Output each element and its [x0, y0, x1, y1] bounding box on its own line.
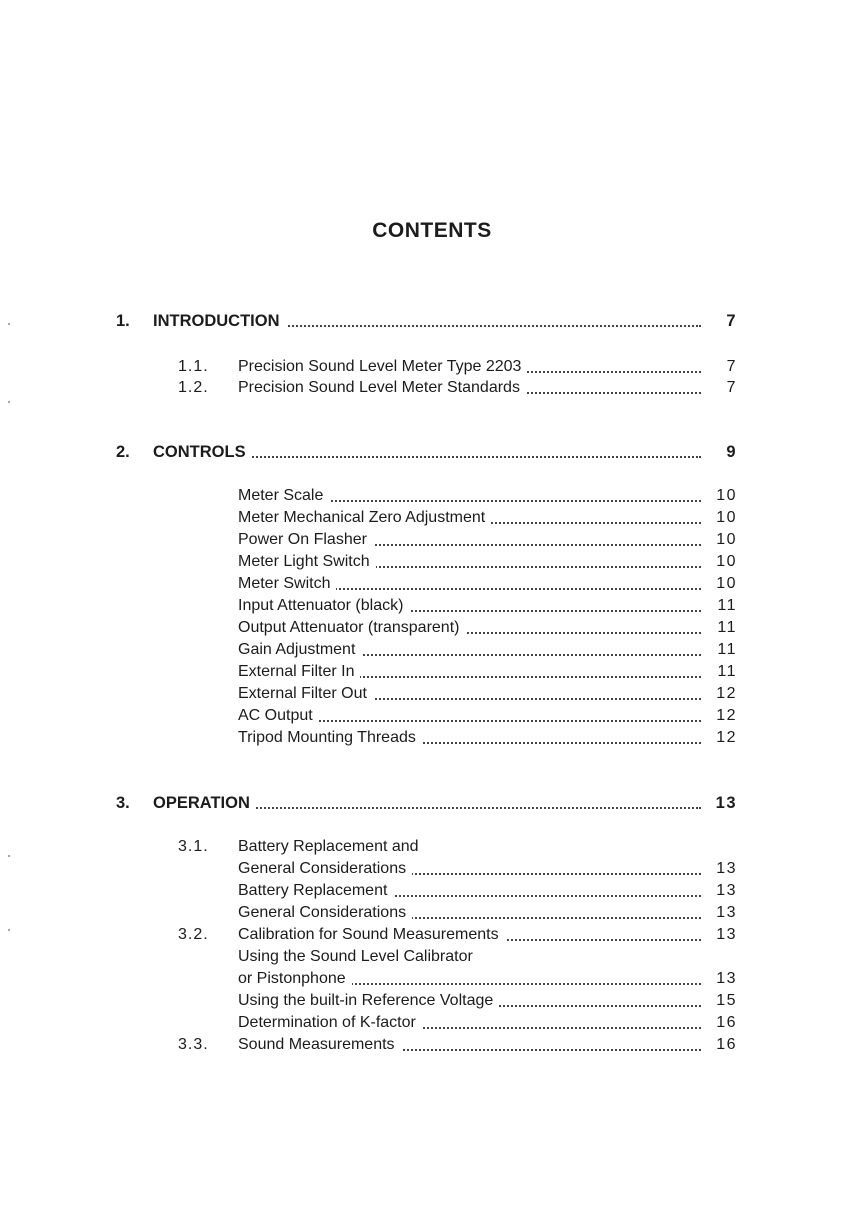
toc-entry-input-attenuator[interactable] — [238, 595, 737, 617]
page-number: 10 — [716, 509, 737, 526]
toc-entry-external-filter-in[interactable] — [238, 661, 737, 683]
page-number: 10 — [716, 553, 737, 570]
scan-speck — [8, 401, 10, 403]
toc-entry-3-3[interactable] — [178, 1034, 737, 1056]
page-number: 7 — [726, 379, 737, 396]
page-number: 13 — [716, 860, 737, 877]
entry-label: Precision Sound Level Meter Standards — [238, 379, 526, 396]
entry-label: Meter Mechanical Zero Adjustment — [238, 509, 491, 526]
entry-label: General Considerations — [238, 904, 412, 921]
entry-label: External Filter Out — [238, 685, 373, 702]
entry-number: 1.2. — [178, 379, 209, 396]
toc-entry-1-1[interactable] — [178, 356, 737, 378]
section-number: 3. — [116, 794, 130, 812]
toc-entry-meter-mechanical-zero[interactable] — [238, 507, 737, 529]
page-number: 9 — [726, 443, 737, 461]
toc-entry-k-factor[interactable] — [238, 1012, 737, 1034]
toc-section-operation[interactable] — [116, 792, 737, 814]
entry-label: Battery Replacement — [238, 882, 393, 899]
toc-entry-general-considerations[interactable] — [238, 902, 737, 924]
page-number: 13 — [716, 926, 737, 943]
page-number: 13 — [715, 794, 737, 812]
toc-entry-3-2[interactable] — [178, 924, 737, 946]
toc-entry-reference-voltage[interactable] — [238, 990, 737, 1012]
page-number: 10 — [716, 575, 737, 592]
page-number: 12 — [716, 729, 737, 746]
toc-section-controls[interactable] — [116, 441, 737, 463]
entry-label: Tripod Mounting Threads — [238, 729, 422, 746]
page-number: 13 — [716, 970, 737, 987]
page-number: 16 — [716, 1036, 737, 1053]
toc-entry-pistonphone[interactable] — [238, 968, 737, 990]
toc-entry-output-attenuator[interactable] — [238, 617, 737, 639]
entry-label: Input Attenuator (black) — [238, 597, 409, 614]
toc-entry-3-1[interactable] — [178, 836, 737, 858]
entry-label: Using the built-in Reference Voltage — [238, 992, 499, 1009]
scan-speck — [8, 855, 10, 857]
entry-label: Determination of K-factor — [238, 1014, 422, 1031]
toc-entry-1-2[interactable] — [178, 377, 737, 399]
page-number: 10 — [716, 487, 737, 504]
section-label: CONTROLS — [153, 443, 252, 461]
toc-entry-3-1-continued[interactable] — [238, 858, 737, 880]
toc-entry-meter-switch[interactable] — [238, 573, 737, 595]
page-number: 11 — [717, 641, 737, 658]
page-number: 15 — [716, 992, 737, 1009]
entry-label: or Pistonphone — [238, 970, 352, 987]
entry-label: Gain Adjustment — [238, 641, 361, 658]
toc-entry-power-on-flasher[interactable] — [238, 529, 737, 551]
page-title: CONTENTS — [372, 219, 492, 242]
entry-label: Precision Sound Level Meter Type 2203 — [238, 358, 527, 375]
entry-label: Meter Light Switch — [238, 553, 376, 570]
scan-speck — [8, 323, 10, 325]
entry-label: Using the Sound Level Calibrator — [238, 948, 479, 965]
section-number: 1. — [116, 312, 130, 330]
page-number: 10 — [716, 531, 737, 548]
entry-label: Battery Replacement and — [238, 838, 425, 855]
entry-label: Meter Scale — [238, 487, 329, 504]
page-number: 7 — [726, 358, 737, 375]
section-number: 2. — [116, 443, 130, 461]
entry-label: Sound Measurements — [238, 1036, 401, 1053]
page-number: 11 — [717, 663, 737, 680]
entry-label: Calibration for Sound Measurements — [238, 926, 505, 943]
scan-speck — [8, 929, 10, 931]
entry-label: Meter Switch — [238, 575, 336, 592]
page-number: 11 — [717, 597, 737, 614]
entry-label: External Filter In — [238, 663, 360, 680]
toc-entry-external-filter-out[interactable] — [238, 683, 737, 705]
entry-label: Power On Flasher — [238, 531, 373, 548]
toc-entry-sound-level-calibrator[interactable] — [238, 946, 737, 968]
entry-number: 3.1. — [178, 838, 209, 855]
page-number: 7 — [726, 312, 737, 330]
entry-number: 1.1. — [178, 358, 209, 375]
page-number: 13 — [716, 904, 737, 921]
page-number: 12 — [716, 707, 737, 724]
entry-label: AC Output — [238, 707, 319, 724]
entry-number: 3.2. — [178, 926, 209, 943]
toc-entry-tripod-mounting[interactable] — [238, 727, 737, 749]
toc-entry-gain-adjustment[interactable] — [238, 639, 737, 661]
toc-section-introduction[interactable] — [116, 310, 737, 332]
toc-entry-meter-scale[interactable] — [238, 485, 737, 507]
entry-label: General Considerations — [238, 860, 412, 877]
page-number: 16 — [716, 1014, 737, 1031]
entry-number: 3.3. — [178, 1036, 209, 1053]
toc-entry-meter-light-switch[interactable] — [238, 551, 737, 573]
entry-label: Output Attenuator (transparent) — [238, 619, 465, 636]
page-number: 12 — [716, 685, 737, 702]
section-label: INTRODUCTION — [153, 312, 286, 330]
page-number: 13 — [716, 882, 737, 899]
toc-entry-battery-replacement[interactable] — [238, 880, 737, 902]
section-label: OPERATION — [153, 794, 256, 812]
page-number: 11 — [717, 619, 737, 636]
toc-entry-ac-output[interactable] — [238, 705, 737, 727]
